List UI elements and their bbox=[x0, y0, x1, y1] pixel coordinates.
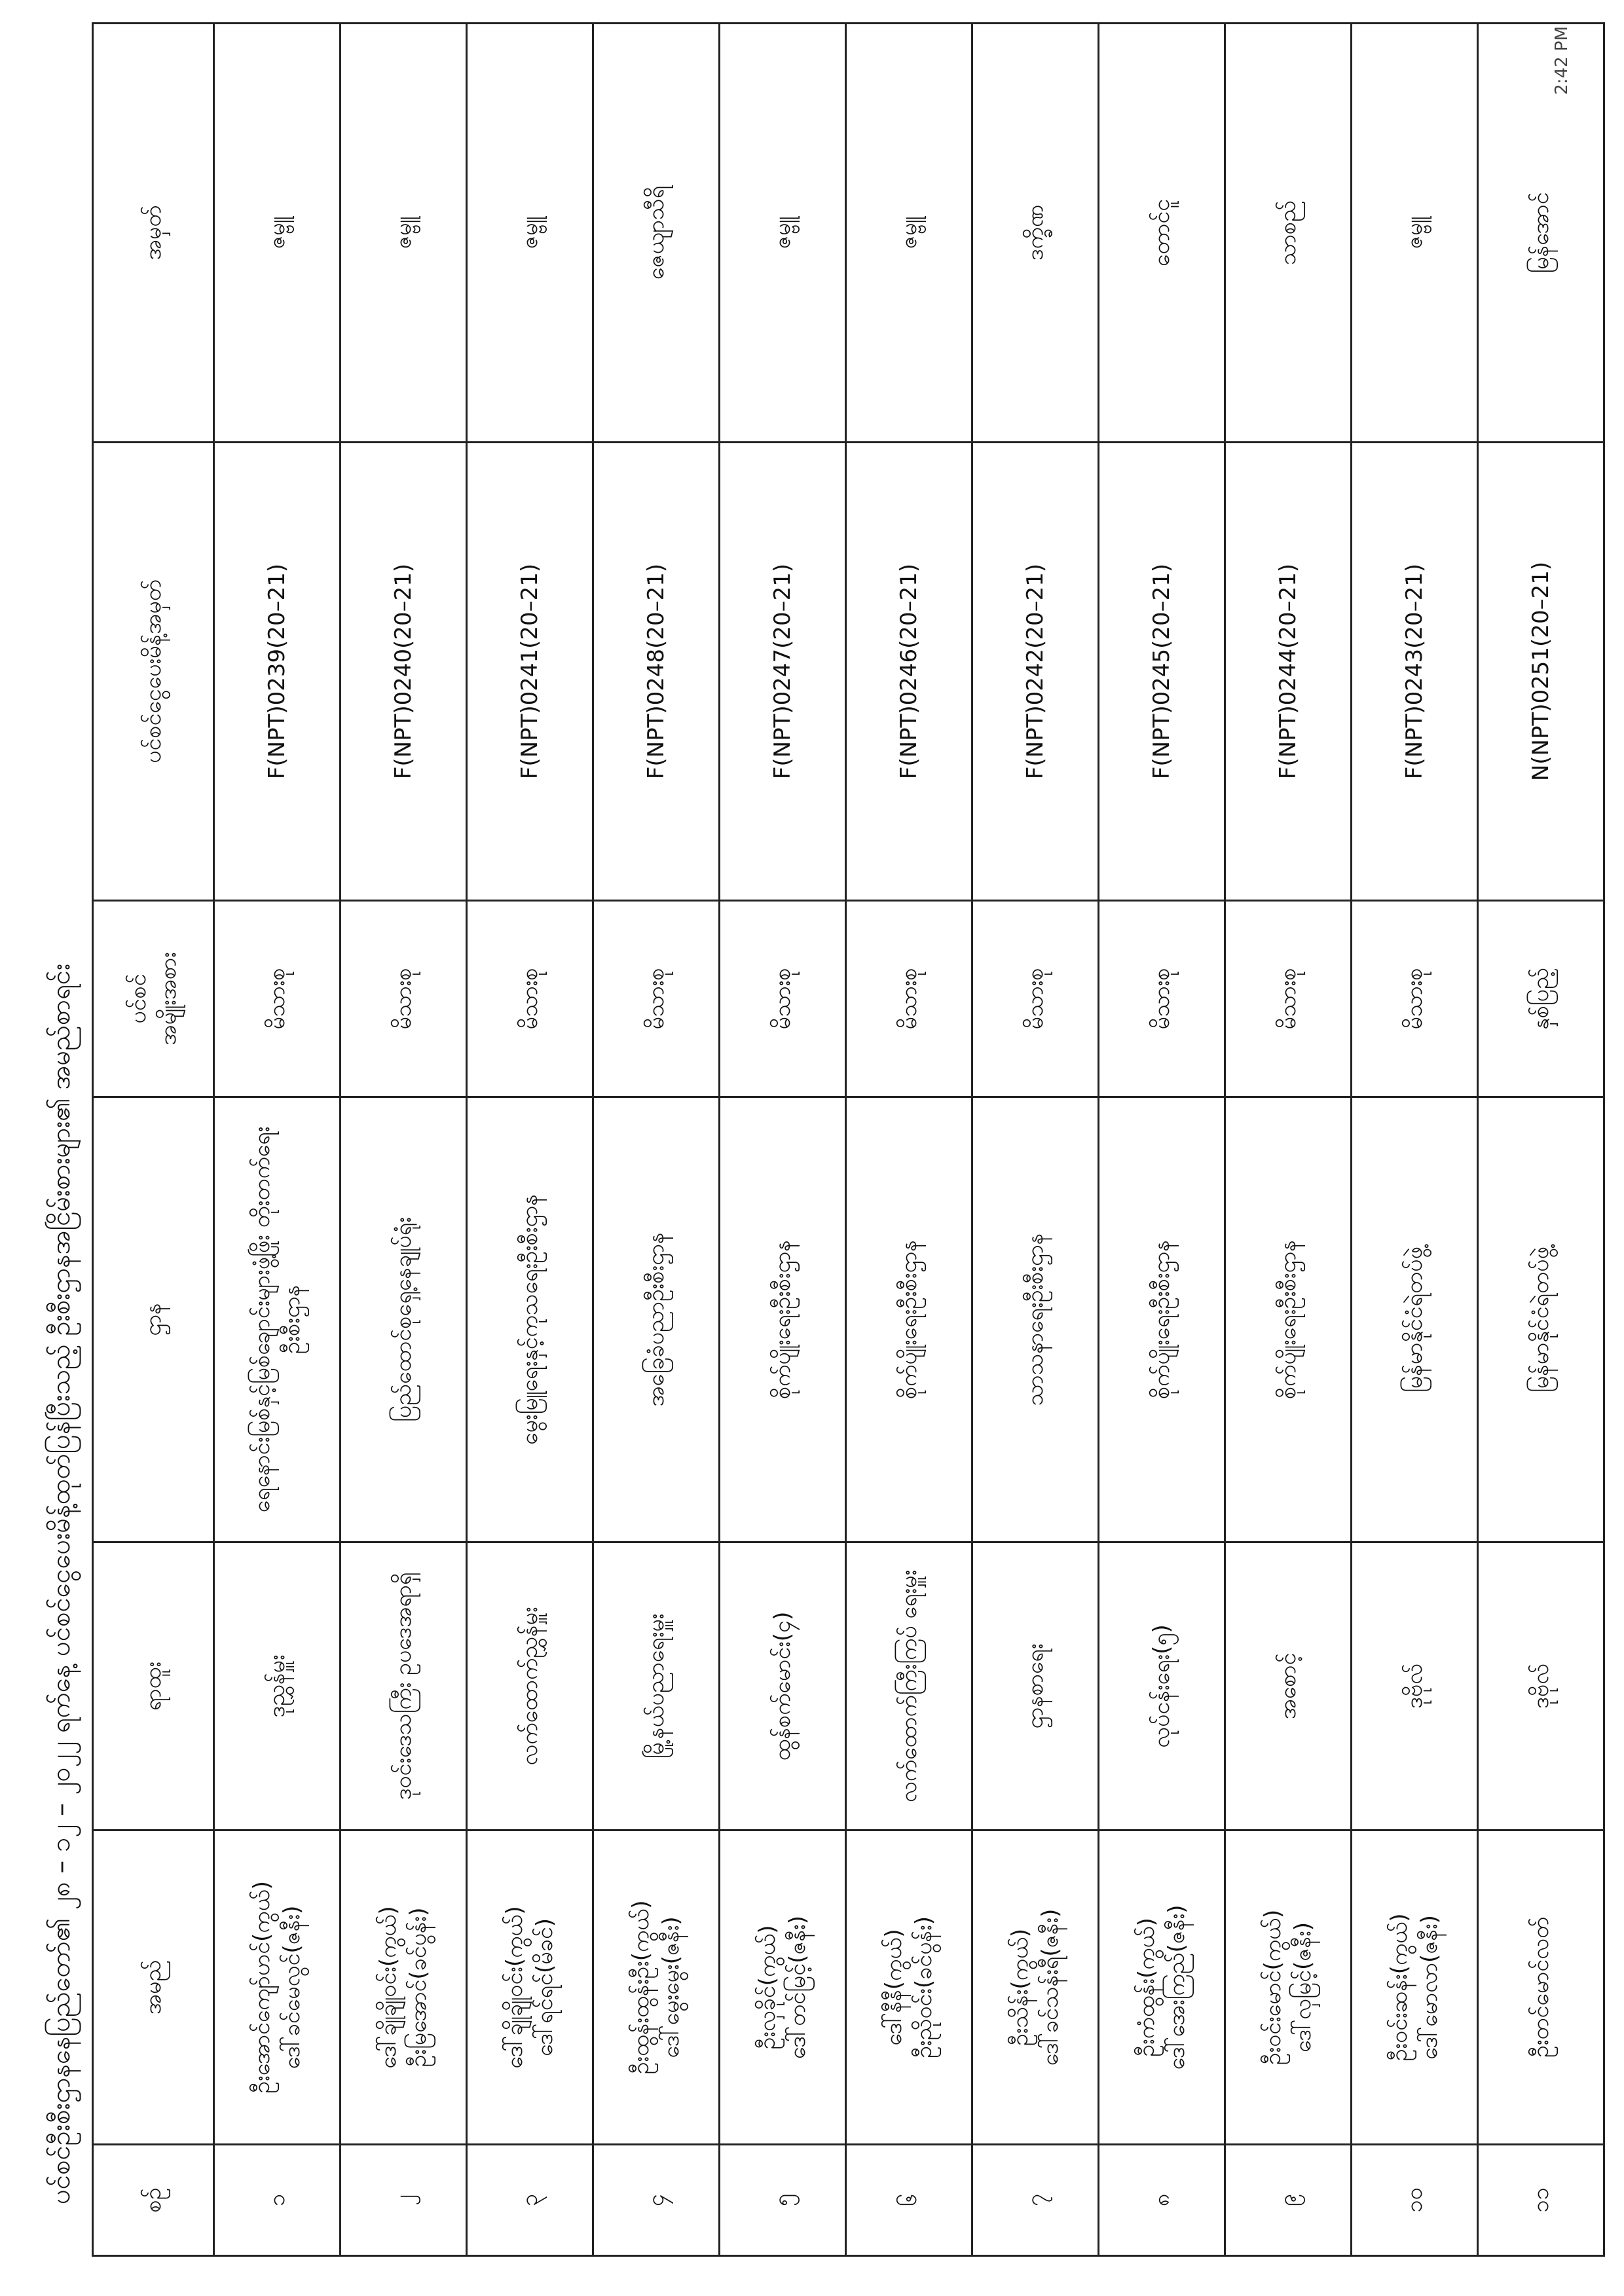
cell-type: မိသားစု bbox=[1225, 901, 1352, 1097]
cell-name-line1: ဦးဝင်းမောင်(ကွယ်) bbox=[1260, 1909, 1286, 2066]
cell-name bbox=[972, 1831, 1099, 2145]
cell-name bbox=[1478, 1831, 1604, 2145]
cell-rank: လက်ထောက်ညွှန်မှူး bbox=[467, 1542, 593, 1831]
cell-department: ရေနောင်းမြစ်နှင့်မြစ်ချောင်းများဖွံ့ဖြိုး တိုးတက်ရေးဦးစီးဌာန bbox=[214, 1097, 341, 1542]
header-township: အမှတ် bbox=[93, 24, 214, 443]
table-header-row bbox=[93, 24, 214, 2256]
cell-department: ပြည်ထောင်စုရှေ့နေချုပ်ရုံး bbox=[341, 1097, 467, 1542]
cell-type: မိသားစု bbox=[467, 901, 593, 1097]
cell-name-line2: ဦးမြအောင်(ခင်ပွန်း) bbox=[405, 1907, 432, 2068]
cell-rank: ဒုဗိုလ် bbox=[1352, 1542, 1478, 1831]
cell-order: F(NPT)0246(20–21) bbox=[846, 443, 972, 901]
cell-no: ၁ bbox=[214, 2145, 341, 2256]
cell-name-line1: ဒေါ်ချိုချိုဝင်း(ကွယ်) bbox=[502, 1906, 528, 2069]
cell-township: ဇမ္ဗူ bbox=[720, 24, 846, 443]
cell-no: ၂ bbox=[341, 2145, 467, 2256]
cell-rank: ဒုညွှန်မှူး bbox=[214, 1542, 341, 1831]
cell-department: စိုက်ပျိုးရေးဦးစီးဌာန bbox=[720, 1097, 846, 1542]
cell-name-line2: ဒေါ်ခင်သန်းရီ(ဇနီး) bbox=[1037, 1908, 1063, 2066]
cell-type: မိသားစု bbox=[1352, 901, 1478, 1097]
cell-name-line1: ဦးအောင်ကျော်ဟင်(ကွယ်) bbox=[249, 1881, 275, 2094]
cell-no: ၉ bbox=[1225, 2145, 1352, 2256]
cell-name-line2: ဒေါ်အေးကြည်(ဇနီး) bbox=[1164, 1904, 1190, 2070]
table-row bbox=[1478, 24, 1604, 2256]
table-row bbox=[972, 24, 1099, 2256]
header-pension-type bbox=[93, 901, 214, 1097]
cell-name bbox=[593, 1831, 720, 2145]
cell-name bbox=[846, 1831, 972, 2145]
cell-order: F(NPT)0242(20–21) bbox=[972, 443, 1099, 901]
cell-township: ဇမ္ဗူ bbox=[341, 24, 467, 443]
cell-township: တောင်ငူ bbox=[1099, 24, 1225, 443]
cell-order: F(NPT)0240(20–21) bbox=[341, 443, 467, 901]
cell-department: စိုက်ပျိုးရေးဦးစီးဌာန bbox=[1099, 1097, 1225, 1542]
cell-type: မိသားစု bbox=[846, 901, 972, 1097]
timestamp: 2:42 PM bbox=[1552, 26, 1572, 95]
cell-department: မြန်မာနိုင်ငံရဲတပ်ဖွဲ့ bbox=[1352, 1097, 1478, 1542]
cell-department: အခြေခံပညာဦးစီးဌာန bbox=[593, 1097, 720, 1542]
cell-township: သာစည် bbox=[1225, 24, 1352, 443]
cell-township: မြန်အောင် bbox=[1478, 24, 1604, 443]
table-row bbox=[214, 24, 341, 2256]
cell-department: စိုက်ပျိုးရေးဦးစီးဌာန bbox=[846, 1097, 972, 1542]
document-title: ပင်စင်ဦးစီးဌာနနေပြည်တော်၏ ၂၈ – ၁၂ – ၂၀၂၂ ရက်နေ့ ပင်စင်ငွေပေးမိန့်ထုတ်ပြန်ပြီးသည့် ဦးစီးဌာနအငြိမ်းစားများ၏ အမည်စာရင်း bbox=[46, 963, 76, 2204]
header-pension-type-line1: ပင်စင် bbox=[125, 974, 151, 1024]
cell-rank: အစောင့် bbox=[1225, 1542, 1352, 1831]
table-row bbox=[593, 24, 720, 2256]
cell-no: ၆ bbox=[846, 2145, 972, 2256]
cell-type: မိသားစု bbox=[214, 901, 341, 1097]
cell-name-line2: ဦးညိုဝင်း(ခင်ပွန်း) bbox=[911, 1916, 937, 2059]
table-row bbox=[1352, 24, 1478, 2256]
cell-name bbox=[1099, 1831, 1225, 2145]
cell-name-line1: ဦးဝင်းဆန်း(ကွယ်) bbox=[1386, 1913, 1412, 2062]
cell-name-line1: ဒေါ်နီနီ(ကွယ်) bbox=[881, 1929, 907, 2046]
cell-order: N(NPT)0251(20–21) bbox=[1478, 443, 1604, 901]
cell-name-line2: ဒေါ်မွေးမွေး(ဇနီး) bbox=[658, 1916, 684, 2058]
cell-rank: ဒုဗိုလ် bbox=[1478, 1542, 1604, 1831]
cell-no: ၈ bbox=[1099, 2145, 1225, 2256]
cell-order: F(NPT)0244(20–21) bbox=[1225, 443, 1352, 901]
table-row bbox=[846, 24, 972, 2256]
cell-no: ၁၀ bbox=[1352, 2145, 1478, 2256]
cell-township: ဒက္ခိဏ bbox=[972, 24, 1099, 443]
cell-department: သာသနာရေးဦးစီးဌာန bbox=[972, 1097, 1099, 1542]
table-row bbox=[341, 24, 467, 2256]
header-pension-type-line2: အမျိုးအစား bbox=[155, 952, 181, 1046]
cell-township: ဇမ္ဗူ bbox=[214, 24, 341, 443]
cell-type: မိသားစု bbox=[972, 901, 1099, 1097]
cell-name-line2: ဒေါ်လှမြင့်(ဇနီး) bbox=[1290, 1922, 1316, 2053]
cell-rank: ထွန်စက်မောင်း(၄) bbox=[720, 1542, 846, 1831]
cell-order: F(NPT)0239(20–21) bbox=[214, 443, 341, 901]
cell-rank: ဒုဝင်းဒေသကြီး ဥပဒေအရာရှိ bbox=[341, 1542, 467, 1831]
cell-rank: လက်ထောက်ကြီးကြပ် ရေးမှူး bbox=[846, 1542, 972, 1831]
cell-name-line2: ဒေါ်မောလာ(ဇနီး) bbox=[1416, 1915, 1443, 2060]
cell-type: မိသားစု bbox=[341, 901, 467, 1097]
cell-name bbox=[214, 1831, 341, 2145]
cell-no: ၄ bbox=[593, 2145, 720, 2256]
cell-name-line1: ဒေါ်ချိုချိုဝင်း(ကွယ်) bbox=[375, 1906, 401, 2069]
cell-department: မွေးမြူရေးနှင့်ကုသရေးဦးစီးဌာန bbox=[467, 1097, 593, 1542]
cell-name-line1: ဦးကံထွန်း(ကွယ်) bbox=[1134, 1918, 1160, 2057]
cell-rank: ဌာနစာရေး bbox=[972, 1542, 1099, 1831]
cell-rank: လုပ်ငန်းရေး(၅) bbox=[1099, 1542, 1225, 1831]
table-row bbox=[720, 24, 846, 2256]
cell-type: မိသားစု bbox=[720, 901, 846, 1097]
cell-name-line1: ဦးလှခိုင်(ကွယ်) bbox=[754, 1925, 781, 2050]
cell-name-line1: ဦးသိန်း(ကွယ်) bbox=[1007, 1928, 1033, 2047]
cell-name-line1: ဦးထွန်းထွန်းဦး(ကွယ်) bbox=[628, 1900, 654, 2075]
cell-name-line2: ဒေါ်တင်မြင့်(ဇနီး) bbox=[784, 1915, 811, 2060]
cell-type: မိသားစု bbox=[593, 901, 720, 1097]
cell-order: F(NPT)0241(20–21) bbox=[467, 443, 593, 901]
table-row bbox=[1099, 24, 1225, 2256]
cell-department: စိုက်ပျိုးရေးဦးစီးဌာန bbox=[1225, 1097, 1352, 1542]
cell-type: နှစ်ပြည့် bbox=[1478, 901, 1604, 1097]
cell-order: F(NPT)0245(20–21) bbox=[1099, 443, 1225, 901]
cell-name bbox=[341, 1831, 467, 2145]
cell-name bbox=[467, 1831, 593, 2145]
cell-township: ဇမ္ဗူ bbox=[467, 24, 593, 443]
cell-township: ဇေယျာသီရိ bbox=[593, 24, 720, 443]
table-row bbox=[1225, 24, 1352, 2256]
header-rank: ရာထူး bbox=[93, 1542, 214, 1831]
header-no: စဉ် bbox=[93, 2145, 214, 2256]
cell-no: ၁၁ bbox=[1478, 2145, 1604, 2256]
cell-order: F(NPT)0248(20–21) bbox=[593, 443, 720, 901]
pension-table bbox=[92, 22, 1605, 2257]
cell-order: F(NPT)0243(20–21) bbox=[1352, 443, 1478, 901]
cell-no: ၇ bbox=[972, 2145, 1099, 2256]
header-name: အမည် bbox=[93, 1831, 214, 2145]
cell-order: F(NPT)0247(20–21) bbox=[720, 443, 846, 901]
cell-no: ၅ bbox=[720, 2145, 846, 2256]
cell-no: ၃ bbox=[467, 2145, 593, 2256]
header-department: ဌာန bbox=[93, 1097, 214, 1542]
cell-name-line2: ဒေါ်ရင်ရင်(မိခင်) bbox=[532, 1918, 558, 2056]
cell-township: ဇမ္ဗူ bbox=[1352, 24, 1478, 443]
table-row bbox=[467, 24, 593, 2256]
header-order-no: ပင်စင်ငွေပေးမိန့်အမှတ် bbox=[93, 443, 214, 901]
cell-name-line1: ဦးတင်မောင်လတ် bbox=[1528, 1916, 1554, 2058]
cell-department: မြန်မာနိုင်ငံရဲတပ်ဖွဲ့ bbox=[1478, 1097, 1604, 1542]
cell-name-line2: ဒေါ်ခင်မေလွင်(ဇနီး) bbox=[279, 1905, 305, 2069]
cell-township: ဇမ္ဗူ bbox=[846, 24, 972, 443]
cell-rank: မြို့နယ်ပညာရေးမှူး bbox=[593, 1542, 720, 1831]
cell-name bbox=[1352, 1831, 1478, 2145]
cell-name bbox=[1225, 1831, 1352, 2145]
cell-type: မိသားစု bbox=[1099, 901, 1225, 1097]
cell-name bbox=[720, 1831, 846, 2145]
